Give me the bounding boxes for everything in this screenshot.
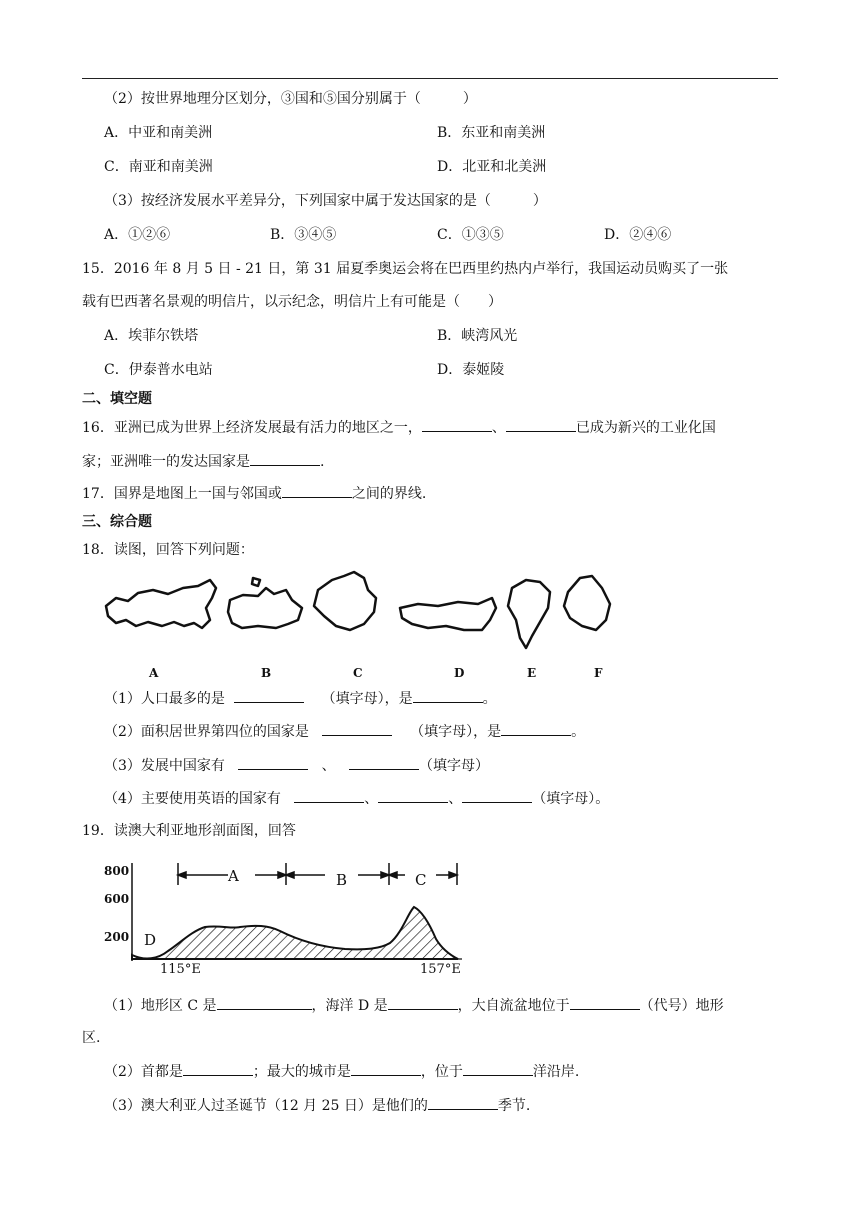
country-outline-e-brazil (508, 580, 550, 648)
q18-sub3-text-2: 、 (321, 758, 336, 774)
q19-sub3-blank[interactable] (428, 1095, 498, 1110)
q16-text-2: 、 (491, 420, 506, 436)
q18-sub3-text-3: （填字母） (419, 758, 489, 774)
header-rule (82, 78, 778, 79)
section-comprehensive-title: 三、综合题 (82, 514, 152, 530)
q16-line2 (82, 451, 324, 472)
q18-sub2-text-1: （2）面积居世界第四位的国家是 (104, 724, 309, 740)
q19-sub1-text-5: 区. (82, 1030, 101, 1046)
q14-sub2-option-c: C．南亚和南美洲 (104, 159, 213, 175)
q16-blank-1[interactable] (422, 417, 492, 432)
q18-sub4-text-3: 、 (448, 791, 463, 807)
q18-sub4-text-1: （4）主要使用英语的国家有 (104, 791, 281, 807)
q18-sub2 (104, 721, 585, 742)
q19-sub2-text-1: （2）首都是 (104, 1064, 183, 1080)
q18-sub4 (104, 788, 609, 809)
q15-stem-line1: 15．2016 年 8 月 5 日 - 21 日，第 31 届夏季奥运会将在巴西里约热内卢举行，我国运动员购买了一张 (82, 261, 729, 277)
q16-blank-2[interactable] (506, 417, 576, 432)
q18-sub4-text-4: （填字母）。 (532, 791, 610, 807)
q19-sub1-text-1: （1）地形区 C 是 (104, 998, 217, 1014)
q19-sub1-blank-1[interactable] (217, 995, 312, 1010)
q15-option-c: C．伊泰普水电站 (104, 362, 213, 378)
q19-sub3-text-1: （3）澳大利亚人过圣诞节（12 月 25 日）是他们的 (104, 1098, 428, 1114)
q19-terrain-profile (100, 855, 480, 975)
q18-country-outlines (98, 568, 628, 683)
q18-sub4-blank-2[interactable] (378, 788, 448, 803)
q14-sub3-stem: （3）按经济发展水平差异分，下列国家中属于发达国家的是（ ） (104, 193, 547, 209)
q18-sub3 (104, 755, 489, 776)
q14-sub3-option-d: D．②④⑥ (604, 227, 672, 243)
q19-sub1-line1 (104, 995, 724, 1016)
map-label-d: D (454, 666, 465, 680)
q19-sub2-text-3: ，位于 (420, 1064, 463, 1080)
q19-sub1-text-2: ，海洋 D 是 (311, 998, 388, 1014)
map-label-e: E (527, 666, 537, 680)
q17-text-2: 之间的界线. (351, 486, 427, 502)
profile-y-tick-200: 200 (104, 930, 130, 944)
q18-sub3-text-1: （3）发展中国家有 (104, 758, 225, 774)
section-fill-in-title: 二、填空题 (82, 391, 152, 407)
q14-sub2-option-a: A．中亚和南美洲 (104, 125, 213, 141)
q19-sub1-blank-2[interactable] (388, 995, 458, 1010)
q14-sub2-option-d: D．北亚和北美洲 (437, 159, 547, 175)
q19-sub1-blank-3[interactable] (570, 995, 640, 1010)
q18-sub4-blank-1[interactable] (294, 788, 364, 803)
profile-x-label-157e: 157°E (420, 962, 461, 975)
q19-title: 19．读澳大利亚地形剖面图，回答 (82, 823, 296, 839)
q16-text-4: 家；亚洲唯一的发达国家是 (82, 454, 250, 470)
profile-terrain-fill (132, 907, 458, 959)
q18-sub2-blank-1[interactable] (322, 721, 392, 736)
q18-sub1-blank-1[interactable] (234, 688, 304, 703)
profile-y-tick-800: 800 (104, 864, 130, 878)
q19-sub1-text-3: ，大自流盆地位于 (457, 998, 570, 1014)
q14-sub2-option-b: B．东亚和南美洲 (437, 125, 546, 141)
q14-sub3-option-a: A．①②⑥ (104, 227, 171, 243)
q18-sub1-text-3: 。 (482, 691, 497, 707)
q19-sub2 (104, 1061, 579, 1082)
profile-y-tick-600: 600 (104, 892, 130, 906)
q19-sub2-text-2: ；最大的城市是 (252, 1064, 351, 1080)
profile-ocean-d: D (144, 931, 157, 949)
q16-line1 (82, 417, 716, 438)
q18-sub2-blank-2[interactable] (501, 721, 571, 736)
q19-sub3 (104, 1095, 530, 1116)
q16-text-5: . (320, 454, 325, 470)
q14-sub3-option-c: C．①③⑤ (437, 227, 504, 243)
q18-sub2-text-2: （填字母），是 (410, 724, 502, 740)
country-outline-d-usa (400, 598, 496, 630)
q18-sub1-blank-2[interactable] (413, 688, 483, 703)
q16-text-3: 已成为新兴的工业化国 (575, 420, 716, 436)
country-outline-f-australia (564, 576, 610, 630)
q18-sub1 (104, 688, 497, 709)
q18-sub4-blank-3[interactable] (462, 788, 532, 803)
q17-line (82, 483, 426, 504)
q18-sub1-text-1: （1）人口最多的是 (104, 691, 225, 707)
q16-blank-3[interactable] (250, 451, 320, 466)
q19-sub3-text-2: 季节. (497, 1098, 531, 1114)
profile-region-a: A (228, 867, 239, 885)
map-label-f: F (594, 666, 603, 680)
q18-sub1-text-2: （填字母），是 (321, 691, 413, 707)
q15-option-d: D．泰姬陵 (437, 362, 505, 378)
map-label-a: A (149, 666, 159, 680)
profile-x-label-115e: 115°E (160, 962, 201, 975)
q14-sub2-stem: （2）按世界地理分区划分，③国和⑤国分别属于（ ） (104, 91, 477, 107)
country-outline-c-china (314, 572, 376, 630)
q15-option-b: B．峡湾风光 (437, 328, 518, 344)
q16-text-1: 16．亚洲已成为世界上经济发展最有活力的地区之一， (82, 420, 422, 436)
q19-sub1-text-4: （代号）地形 (639, 998, 724, 1014)
q18-title: 18．读图，回答下列问题： (82, 542, 254, 558)
q17-text-1: 17．国界是地图上一国与邻国或 (82, 486, 282, 502)
q19-sub2-text-4: 洋沿岸. (532, 1064, 580, 1080)
map-label-c: C (353, 666, 363, 680)
profile-region-c: C (415, 871, 427, 889)
q18-sub3-blank-1[interactable] (238, 755, 308, 770)
q19-sub2-blank-1[interactable] (183, 1061, 253, 1076)
q14-sub3-option-b: B．③④⑤ (270, 227, 337, 243)
q19-sub2-blank-2[interactable] (351, 1061, 421, 1076)
map-label-b: B (261, 666, 272, 680)
q15-option-a: A．埃菲尔铁塔 (104, 328, 199, 344)
q18-sub4-text-2: 、 (364, 791, 379, 807)
profile-region-b: B (336, 871, 348, 889)
country-outline-b-canada (228, 578, 302, 628)
q15-stem-line2: 载有巴西著名景观的明信片，以示纪念，明信片上有可能是（ ） (82, 294, 502, 310)
q19-sub2-blank-3[interactable] (463, 1061, 533, 1076)
country-outline-a-russia (106, 580, 216, 628)
q17-blank[interactable] (282, 483, 352, 498)
q18-sub3-blank-2[interactable] (349, 755, 419, 770)
q18-sub2-text-3: 。 (571, 724, 586, 740)
